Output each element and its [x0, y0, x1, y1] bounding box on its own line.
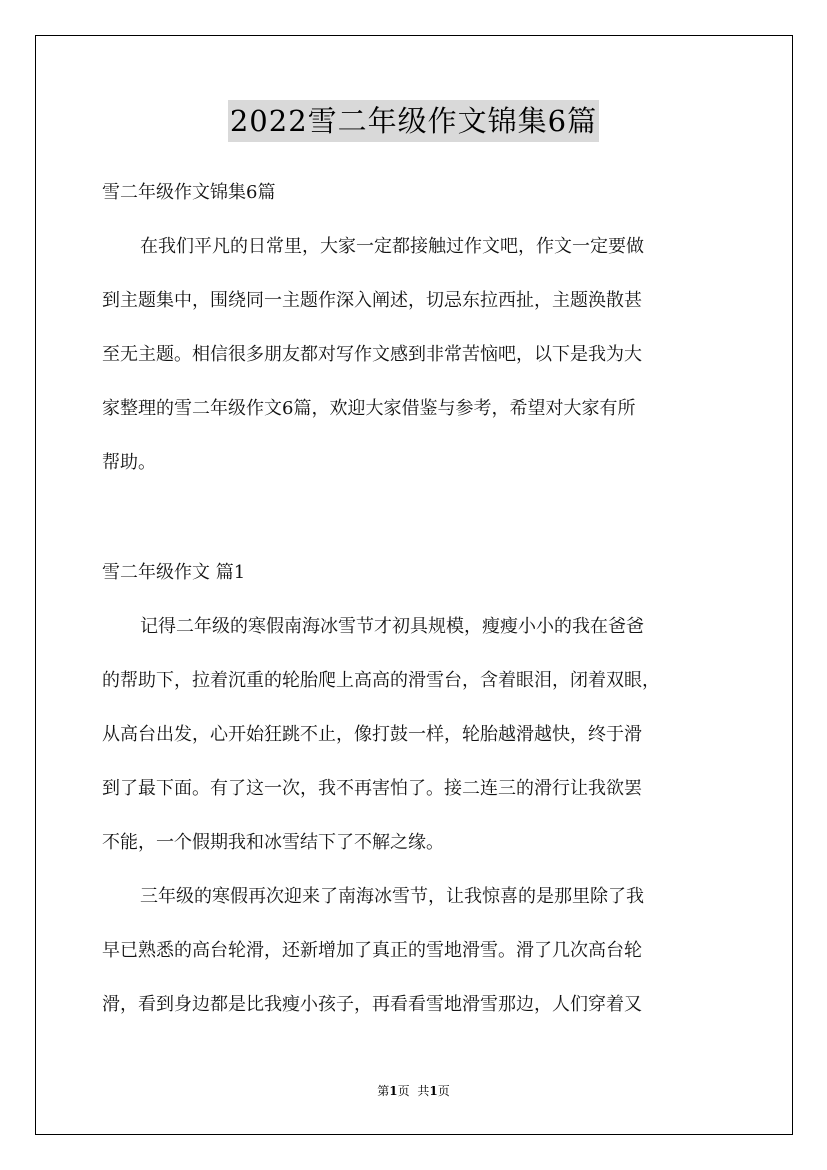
footer-page-number: 1 — [389, 1084, 398, 1098]
document-title: 2022雪二年级作文锦集6篇 — [228, 100, 599, 142]
footer-total-number: 1 — [429, 1084, 438, 1098]
para1-line: 不能，一个假期我和冰雪结下了不解之缘。 — [102, 832, 444, 853]
page-footer — [0, 1082, 827, 1099]
paragraph-2 — [102, 870, 742, 1032]
intro-line: 至无主题。相信很多朋友都对写作文感到非常苦恼吧，以下是我为大 — [102, 344, 642, 365]
subtitle-block — [102, 166, 742, 220]
section-heading-block — [102, 546, 742, 600]
intro-line: 到主题集中，围绕同一主题作深入阐述，切忌东拉西扯，主题涣散甚 — [102, 290, 642, 311]
para2-line: 滑，看到身边都是比我瘦小孩子，再看看雪地滑雪那边，人们穿着又 — [102, 994, 642, 1015]
intro-line: 帮助。 — [102, 452, 156, 473]
footer-page-prefix: 第 — [377, 1084, 390, 1098]
footer-page-suffix: 页 — [397, 1084, 410, 1098]
para1-line: 的帮助下，拉着沉重的轮胎爬上高高的滑雪台，含着眼泪，闭着双眼， — [102, 670, 660, 691]
para1-line: 从高台出发，心开始狂跳不止，像打鼓一样，轮胎越滑越快，终于滑 — [102, 724, 642, 745]
para2-line: 早已熟悉的高台轮滑，还新增加了真正的雪地滑雪。滑了几次高台轮 — [102, 940, 642, 961]
intro-paragraph — [102, 220, 742, 490]
document-subtitle: 雪二年级作文锦集6篇 — [102, 182, 276, 203]
intro-line: 家整理的雪二年级作文6篇，欢迎大家借鉴与参考，希望对大家有所 — [102, 398, 636, 419]
para2-line: 三年级的寒假再次迎来了南海冰雪节，让我惊喜的是那里除了我 — [140, 886, 644, 907]
section-heading: 雪二年级作文 篇1 — [102, 562, 246, 583]
footer-total-prefix: 共 — [417, 1084, 430, 1098]
title-wrap — [0, 100, 827, 142]
intro-line: 在我们平凡的日常里，大家一定都接触过作文吧，作文一定要做 — [140, 236, 644, 257]
footer-total-suffix: 页 — [437, 1084, 450, 1098]
para1-line: 记得二年级的寒假南海冰雪节才初具规模，瘦瘦小小的我在爸爸 — [140, 616, 644, 637]
paragraph-1 — [102, 600, 742, 870]
para1-line: 到了最下面。有了这一次，我不再害怕了。接二连三的滑行让我欲罢 — [102, 778, 642, 799]
